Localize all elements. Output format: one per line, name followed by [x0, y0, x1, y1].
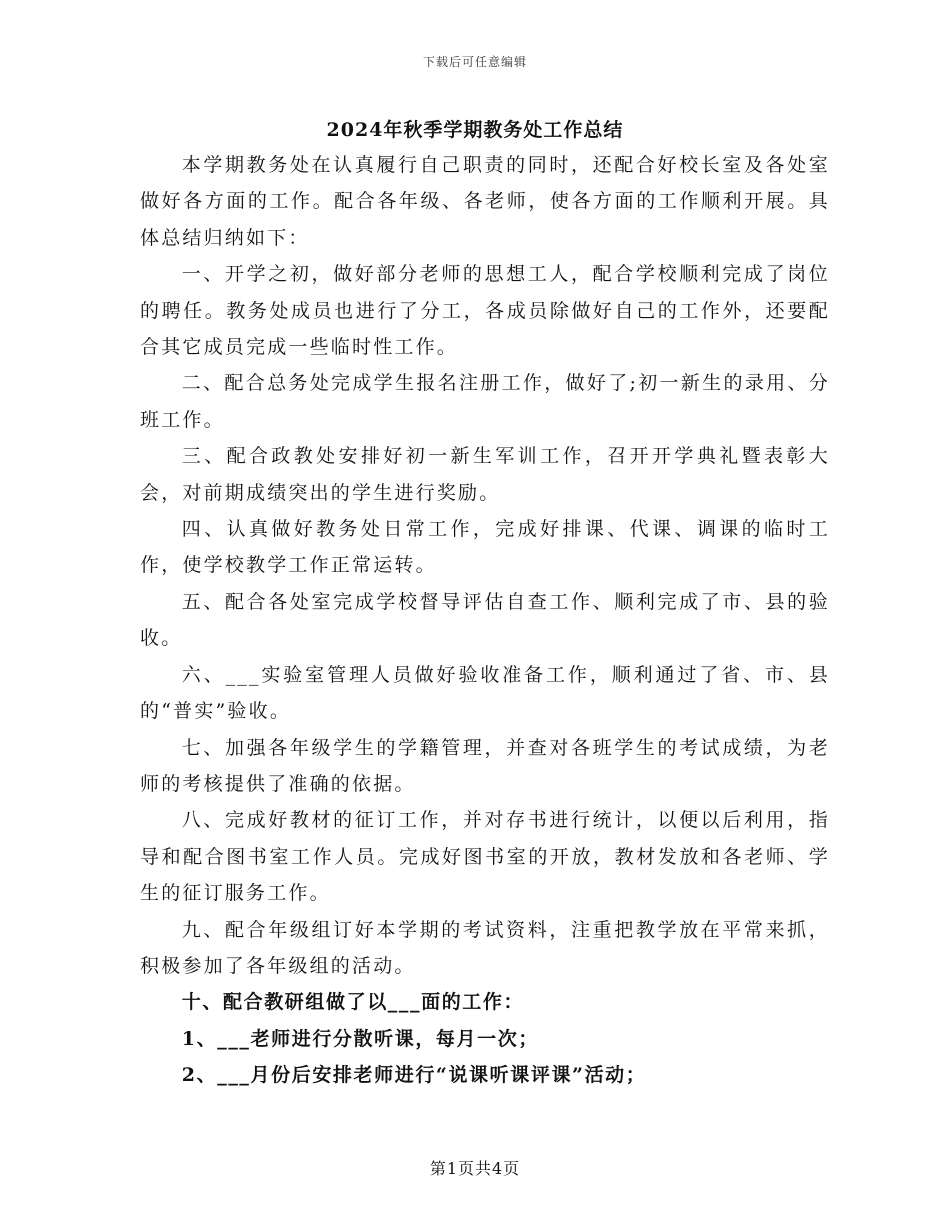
paragraph-item-2: 二、配合总务处完成学生报名注册工作，做好了;初一新生的录用、分班工作。: [140, 372, 830, 431]
paragraph-item-5: 五、配合各处室完成学校督导评估自查工作、顺利完成了市、县的验收。: [140, 590, 830, 650]
paragraph-item-8: 八、完成好教材的征订工作，并对存书进行统计，以便以后利用，指导和配合图书室工作人员。完成好图书室的开放，教材发放和各老师、学生的征订服务工作。: [140, 809, 830, 905]
bold-subitem-2: 2、___月份后安排老师进行“说课听课评课”活动；: [181, 1064, 647, 1087]
paragraph-item-7: 七、加强各年级学生的学籍管理，并查对各班学生的考试成绩，为老师的考核提供了准确的依据。: [140, 736, 830, 795]
paragraph-item-4: 四、认真做好教务处日常工作，完成好排课、代课、调课的临时工作，使学校教学工作正常运转。: [140, 518, 830, 577]
document-title: 2024年秋季学期教务处工作总结: [326, 119, 624, 141]
paragraph-item-1: 一、开学之初，做好部分老师的思想工人，配合学校顺利完成了岗位的聘任。教务处成员也进行了分工，各成员除做好自己的工作外，还要配合其它成员完成一些临时性工作。: [140, 263, 830, 359]
paragraph-item-3: 三、配合政教处安排好初一新生军训工作，召开开学典礼暨表彰大会，对前期成绩突出的学生进行奖励。: [140, 445, 830, 504]
bold-heading-item-10: 十、配合教研组做了以___面的工作：: [181, 991, 525, 1014]
bold-subitem-1: 1、___老师进行分散听课，每月一次；: [181, 1027, 539, 1050]
paragraph-item-6: 六、___实验室管理人员做好验收准备工作，顺利通过了省、市、县的“普实”验收。: [140, 663, 830, 723]
paragraph-intro: 本学期教务处在认真履行自己职责的同时，还配合好校长室及各处室做好各方面的工作。配合各年级、各老师，使各方面的工作顺利开展。具体总结归纳如下：: [140, 154, 830, 249]
page-footer: 第1页共4页: [429, 1159, 521, 1178]
header-note: 下载后可任意编辑: [422, 55, 527, 69]
paragraph-item-9: 九、配合年级组订好本学期的考试资料，注重把教学放在平常来抓，积极参加了各年级组的活动。: [140, 918, 830, 977]
document-body: [140, 147, 830, 1094]
